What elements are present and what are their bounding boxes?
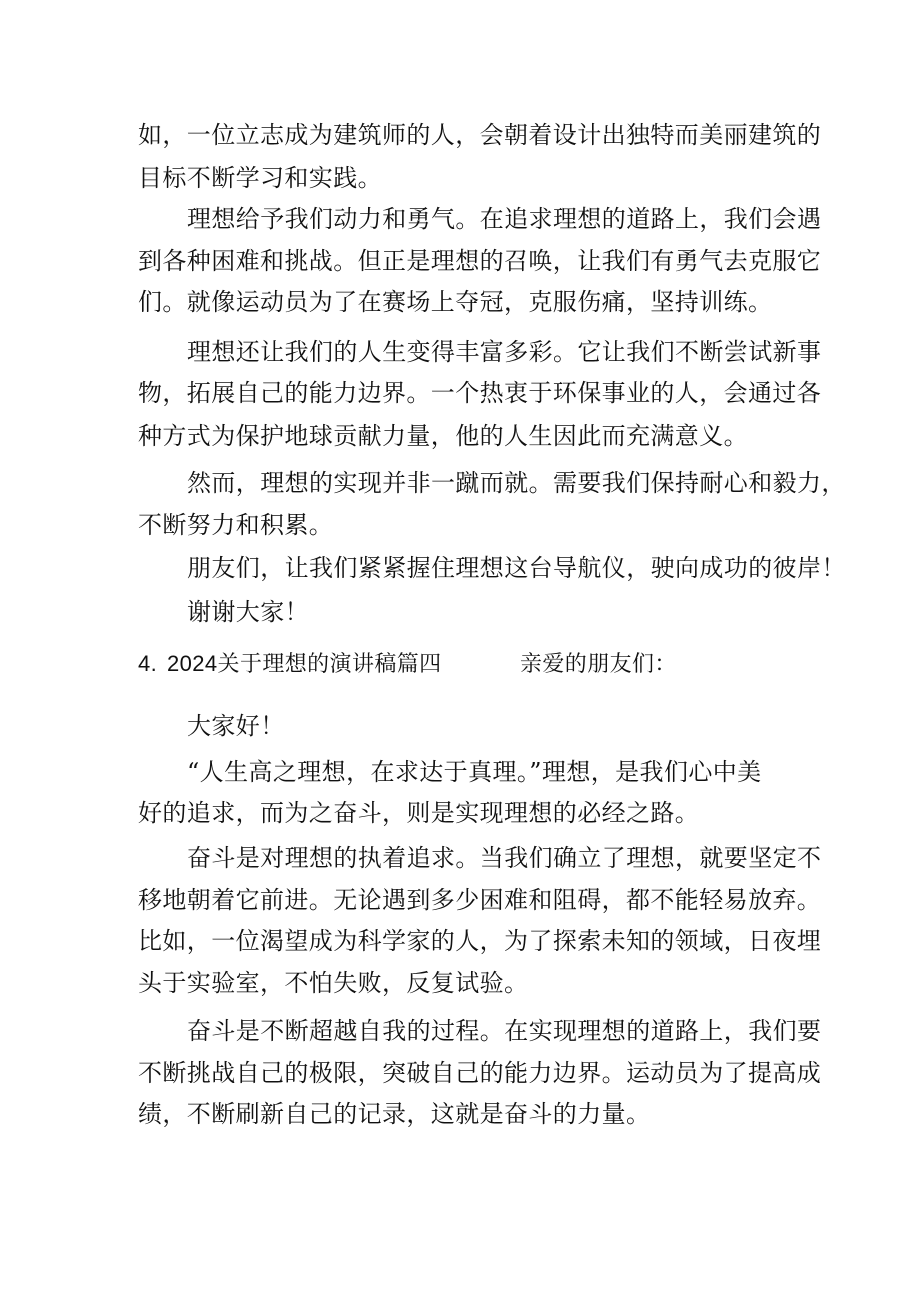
text-line: 物，拓展自己的能力边界。一个热衷于环保事业的人，会通过各 (138, 379, 822, 407)
paragraph-start: 然而，理想的实现并非一蹴而就。需要我们保持耐心和毅力， (187, 469, 846, 497)
text-line: 如，一位立志成为建筑师的人，会朝着设计出独特而美丽建筑的 (138, 121, 822, 149)
section-number: 4. (138, 651, 158, 676)
closing-line: 谢谢大家！ (187, 598, 309, 626)
text-line: 好的追求，而为之奋斗，则是实现理想的必经之路。 (138, 799, 700, 827)
text-line: 们。就像运动员为了在赛场上夺冠，克服伤痛，坚持训练。 (138, 288, 773, 316)
text-line: 不断挑战自己的极限，突破自己的能力边界。运动员为了提高成 (138, 1059, 822, 1087)
paragraph-start: “人生高之理想，在求达于真理。”理想，是我们心中美 (187, 758, 762, 786)
paragraph-start: 奋斗是对理想的执着追求。当我们确立了理想，就要坚定不 (187, 844, 822, 872)
paragraph-start: 朋友们，让我们紧紧握住理想这台导航仪，驶向成功的彼岸！ (187, 554, 846, 582)
paragraph-start: 理想还让我们的人生变得丰富多彩。它让我们不断尝试新事 (187, 338, 822, 366)
text-line: 不断努力和积累。 (138, 511, 334, 539)
paragraph-start: 奋斗是不断超越自我的过程。在实现理想的道路上，我们要 (187, 1017, 822, 1045)
text-line: 种方式为保护地球贡献力量，他的人生因此而充满意义。 (138, 422, 748, 450)
text-line: 大家好！ (187, 712, 285, 740)
greeting: 亲爱的朋友们： (520, 651, 677, 676)
paragraph-start: 理想给予我们动力和勇气。在追求理想的道路上，我们会遇 (187, 205, 822, 233)
section-title: 2024关于理想的演讲稿篇四 (167, 651, 442, 676)
text-line: 移地朝着它前进。无论遇到多少困难和阻碍，都不能轻易放弃。 (138, 886, 822, 914)
text-line: 比如，一位渴望成为科学家的人，为了探索未知的领域，日夜埋 (138, 927, 822, 955)
text-line: 到各种困难和挑战。但正是理想的召唤，让我们有勇气去克服它 (138, 247, 822, 275)
text-line: 目标不断学习和实践。 (138, 164, 382, 192)
text-line: 头于实验室，不怕失败，反复试验。 (138, 969, 529, 997)
text-line: 绩，不断刷新自己的记录，这就是奋斗的力量。 (138, 1100, 651, 1128)
